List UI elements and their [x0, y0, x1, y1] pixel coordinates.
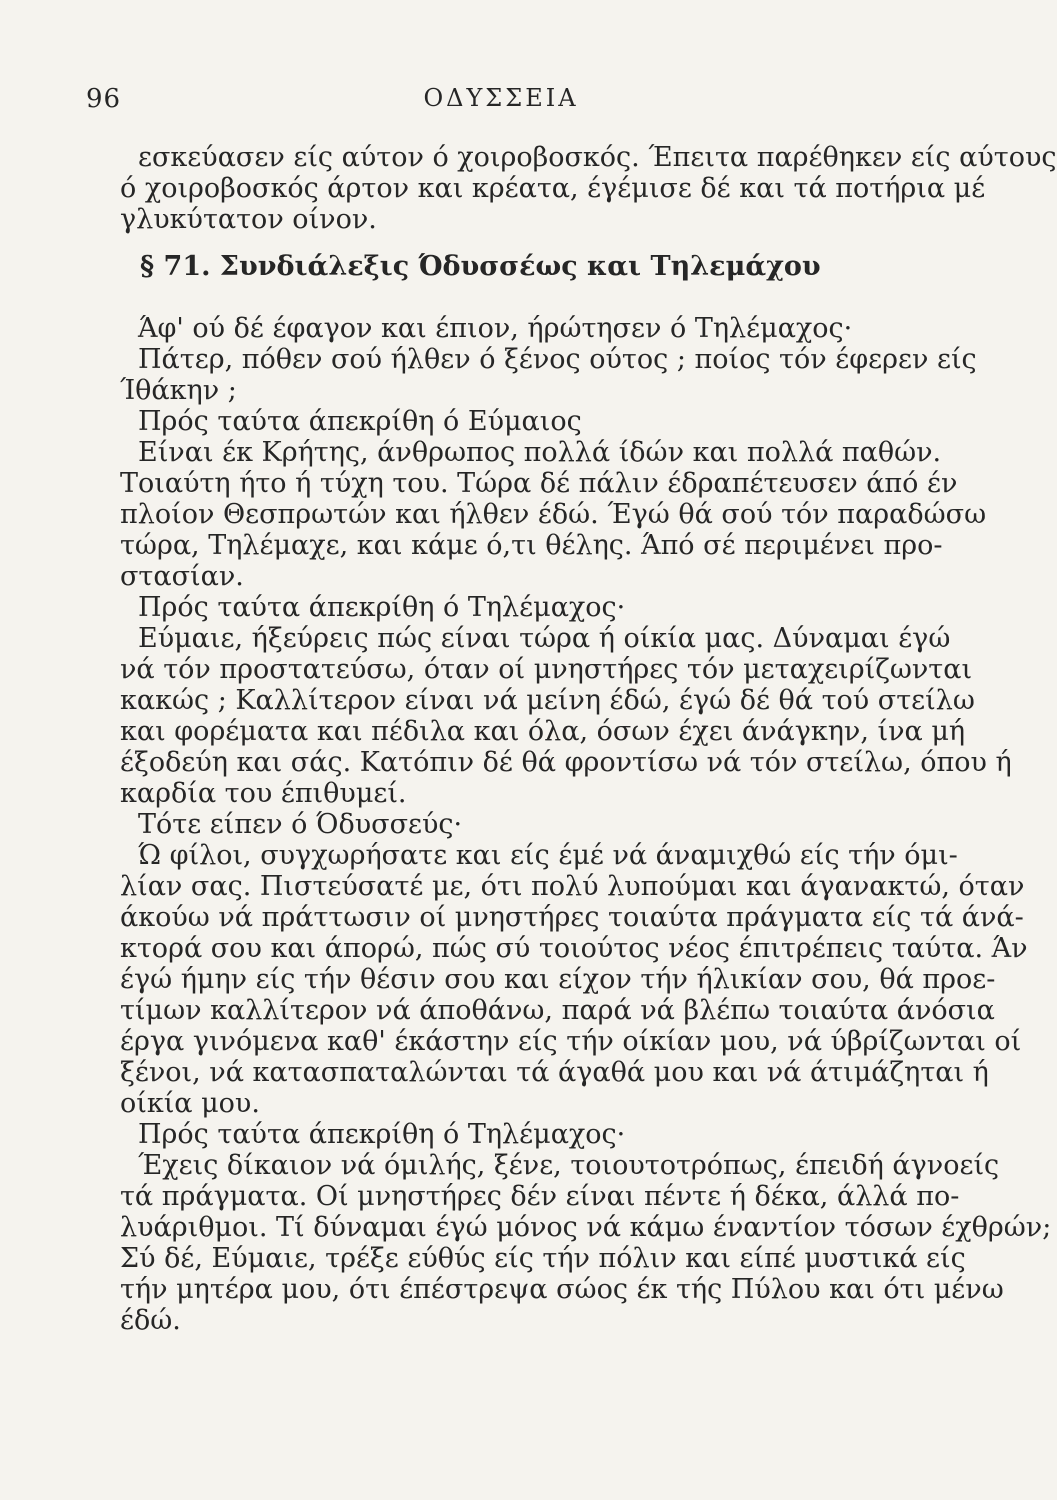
text-line: τίμων καλλίτερον νά άποθάνω, παρά νά βλέπω τοιαύτα άνόσια [120, 995, 995, 1026]
text-line: τήν μητέρα μου, ότι έπέστρεψα σώος έκ τής Πύλου και ότι μένω [120, 1274, 1004, 1305]
page-number: 96 [86, 84, 122, 114]
text-line: έξοδεύη και σάς. Κατόπιν δέ θά φροντίσω νά τόν στείλω, όπου ή [120, 747, 1012, 778]
text-line: Σύ δέ, Εύμαιε, τρέξε εύθύς είς τήν πόλιν και είπέ μυστικά είς [120, 1243, 966, 1274]
text-line: ό χοιροβοσκός άρτον και κρέατα, έγέμισε δέ και τά ποτήρια μέ [120, 173, 986, 204]
text-line: κακώς ; Καλλίτερον είναι νά μείνη έδώ, έγώ δέ θά τού στείλω [120, 685, 975, 716]
text-line: καρδία του έπιθυμεί. [120, 778, 407, 809]
text-line: Άφ' ού δέ έφαγον και έπιον, ήρώτησεν ό Τηλέμαχος· [138, 313, 853, 344]
body-text [120, 142, 1057, 1336]
text-line: νά τόν προστατεύσω, όταν οί μνηστήρες τόν μεταχειρίζωνται [120, 654, 973, 685]
text-line: έργα γινόμενα καθ' έκάστην είς τήν οίκίαν μου, νά ύβρίζωνται οί [120, 1026, 1022, 1057]
text-line: κτορά σου και άπορώ, πώς σύ τοιούτος νέος έπιτρέπεις ταύτα. Άν [120, 933, 1028, 964]
text-line: Τότε είπεν ό Όδυσσεύς· [138, 809, 463, 840]
page-header [86, 84, 916, 124]
text-line: πλοίον Θεσπρωτών και ήλθεν έδώ. Έγώ θά σού τόν παραδώσω [120, 499, 987, 530]
text-line: και φορέματα και πέδιλα και όλα, όσων έχει άνάγκην, ίνα μή [120, 716, 966, 747]
running-head: ΟΔΥΣΣΕΙΑ [423, 84, 579, 112]
text-line: Πρός ταύτα άπεκρίθη ό Εύμαιος [138, 406, 582, 437]
text-line: εσκεύασεν είς αύτον ό χοιροβοσκός. Έπειτα παρέθηκεν είς αύτους [138, 142, 1057, 173]
text-line: άκούω νά πράττωσιν οί μνηστήρες τοιαύτα πράγματα είς τά άνά- [120, 902, 1024, 933]
text-line: Έχεις δίκαιον νά όμιλής, ξένε, τοιουτοτρόπως, έπειδή άγνοείς [138, 1150, 1000, 1181]
text-line: Πρός ταύτα άπεκρίθη ό Τηλέμαχος· [138, 1119, 626, 1150]
text-line: ξένοι, νά κατασπαταλώνται τά άγαθά μου και νά άτιμάζηται ή [120, 1057, 989, 1088]
text-line: Τοιαύτη ήτο ή τύχη του. Τώρα δέ πάλιν έδραπέτευσεν άπό έν [120, 468, 958, 499]
text-line: οίκία μου. [120, 1088, 260, 1119]
section-number: 71. [163, 251, 211, 282]
text-line: έγώ ήμην είς τήν θέσιν σου και είχον τήν ήλικίαν σου, θά προε- [120, 964, 996, 995]
text-line: Ίθάκην ; [120, 375, 237, 406]
section-title: Συνδιάλεξις Όδυσσέως και Τηλεμάχου [219, 251, 821, 282]
text-line: γλυκύτατον οίνον. [120, 204, 377, 235]
text-line: Ώ φίλοι, συγχωρήσατε και είς έμέ νά άναμιχθώ είς τήν όμι- [138, 840, 958, 871]
text-line: λυάριθμοι. Τί δύναμαι έγώ μόνος νά κάμω έναντίον τόσων έχθρών; [120, 1212, 1052, 1243]
text-line: τά πράγματα. Οί μνηστήρες δέν είναι πέντε ή δέκα, άλλά πο- [120, 1181, 960, 1212]
text-line: έδώ. [120, 1305, 181, 1336]
text-line: λίαν σας. Πιστεύσατέ με, ότι πολύ λυπούμαι και άγανακτώ, όταν [120, 871, 1025, 902]
text-line: Πάτερ, πόθεν σού ήλθεν ό ξένος ούτος ; ποίος τόν έφερεν είς [138, 344, 977, 375]
dialogue-lines [120, 313, 1052, 1336]
section-heading [120, 241, 918, 301]
section-sign: § [140, 251, 155, 282]
text-line: τώρα, Τηλέμαχε, και κάμε ό,τι θέλης. Άπό σέ περιμένει προ- [120, 530, 943, 561]
text-line: Εύμαιε, ήξεύρεις πώς είναι τώρα ή οίκία μας. Δύναμαι έγώ [138, 623, 951, 654]
text-line: Είναι έκ Κρήτης, άνθρωπος πολλά ίδών και πολλά παθών. [138, 437, 942, 468]
text-line: στασίαν. [120, 561, 244, 592]
text-line: Πρός ταύτα άπεκρίθη ό Τηλέμαχος· [138, 592, 626, 623]
